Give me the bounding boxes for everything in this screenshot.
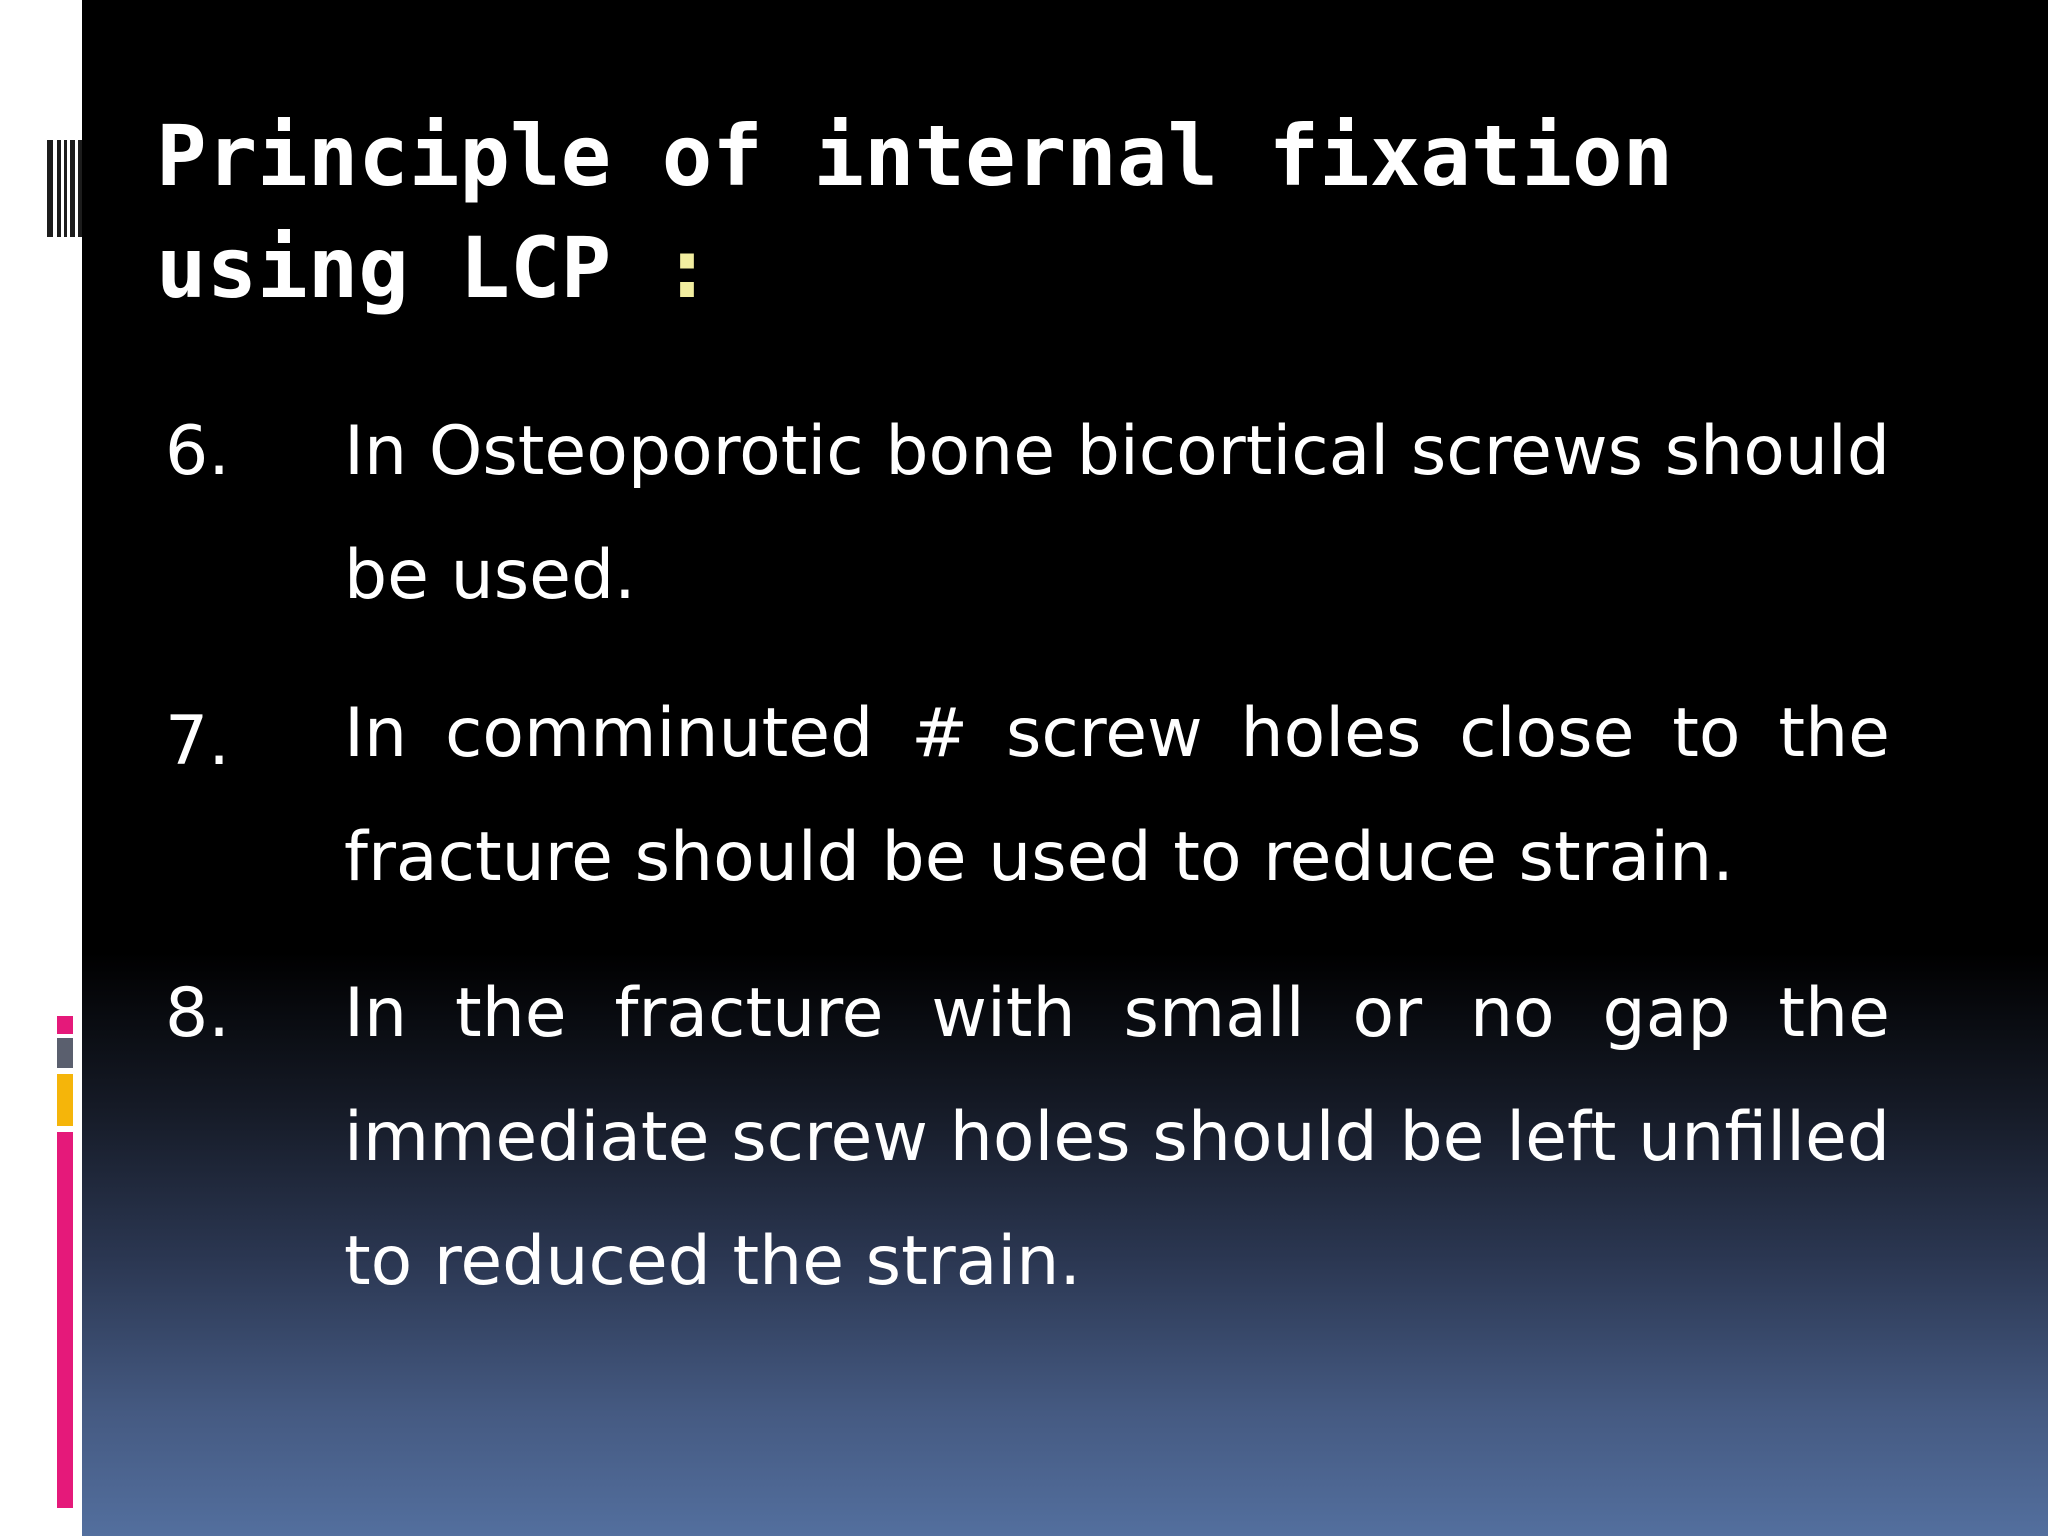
list-item-number: 8. <box>165 974 230 1053</box>
list-item-text: In Osteoporotic bone bicortical screws should be used. <box>344 412 1890 615</box>
list-item-number: 6. <box>165 412 230 491</box>
list-item-number: 7. <box>165 702 230 781</box>
list-item-text: In the fracture with small or no gap the immediate screw holes should be left unfilled to reduced the strain. <box>344 974 1890 1301</box>
list-item-text: In comminuted # screw holes close to the fracture should be used to reduce strain. <box>344 694 1890 897</box>
slide-title-colon: : <box>661 219 713 317</box>
slide-title-text: Principle of internal fixation using LCP <box>156 107 1674 317</box>
